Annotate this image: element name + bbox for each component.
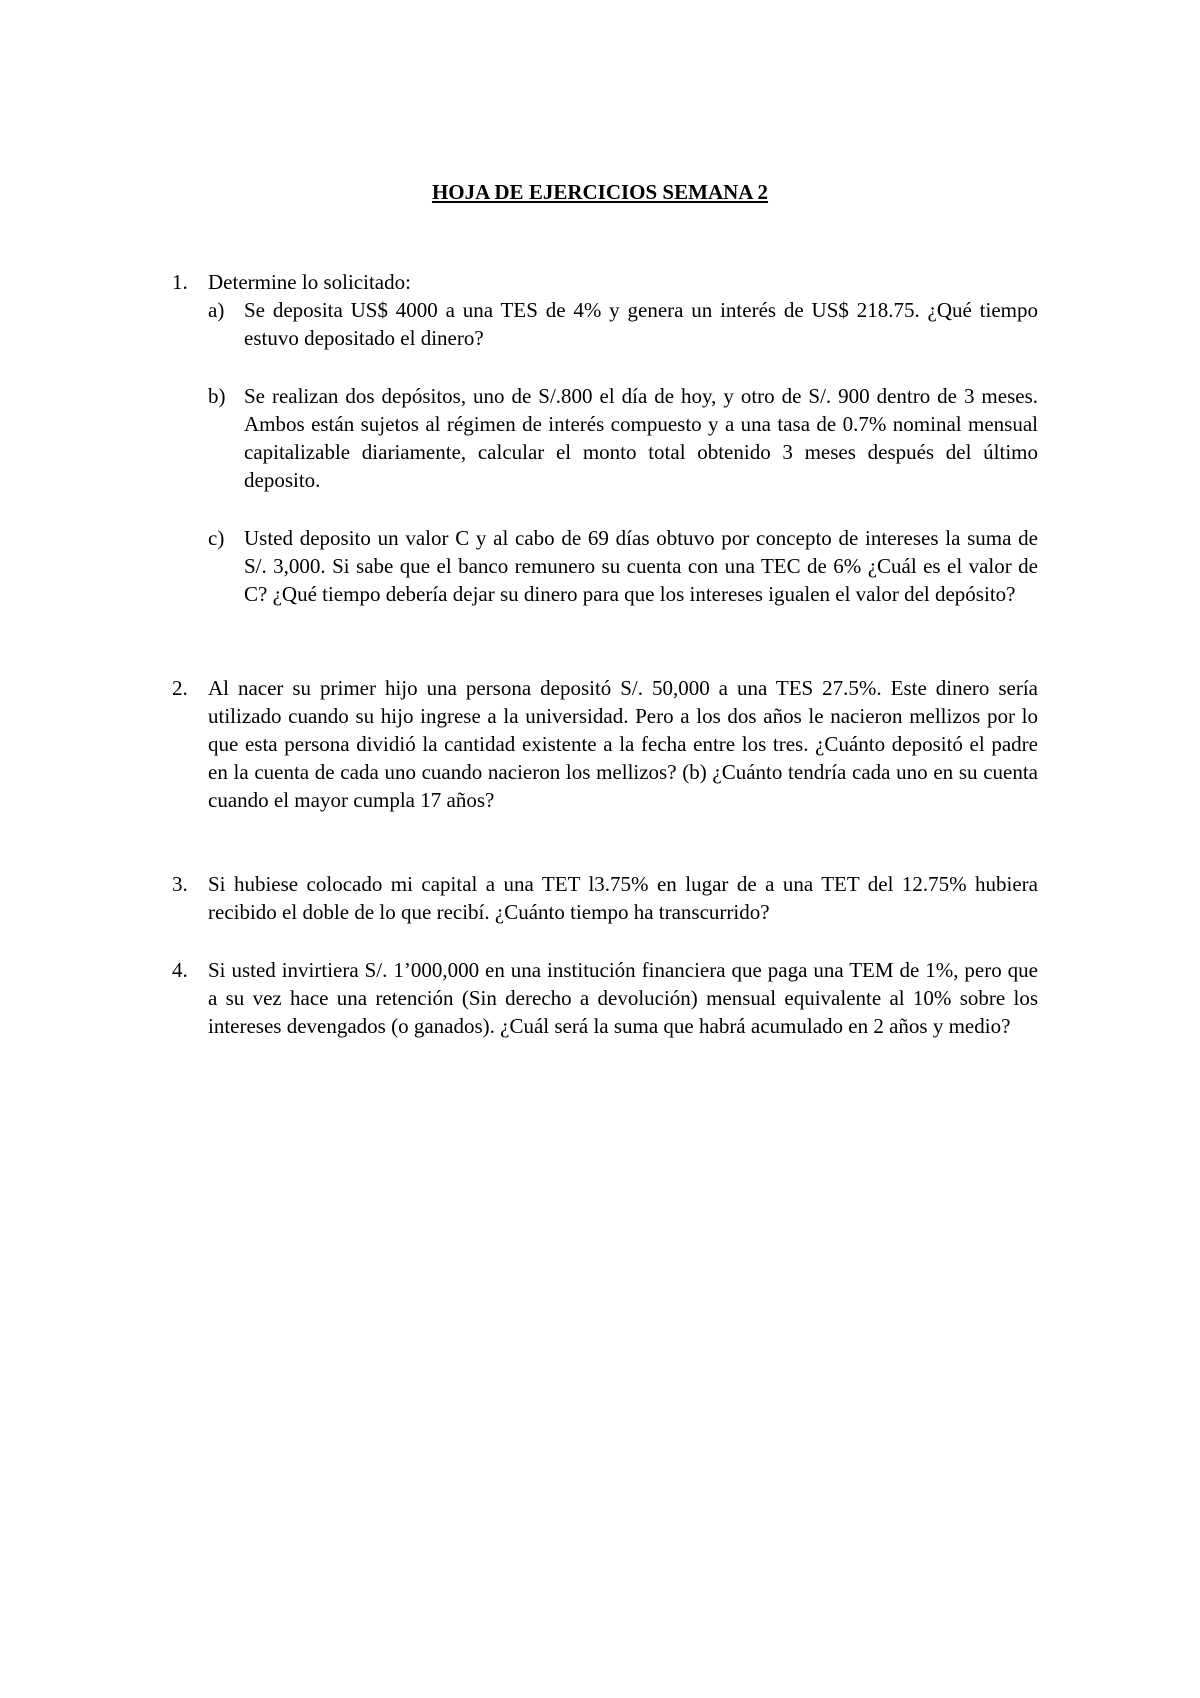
exercise-number: 4. — [172, 958, 188, 982]
exercise-text: Al nacer su primer hijo una persona depositó S/. 50,000 a una TES 27.5%. Este dinero sería utilizado cuando su hijo ingrese a la universidad. Pero a los dos años le nacieron mellizos por lo que esta persona dividió la cantidad existente a la fecha entre los tres. ¿Cuánto depositó el padre en la cuenta de cada uno cuando nacieron los mellizos? (b) ¿Cuánto tendría cada uno en su cuenta cuando el mayor cumpla 17 años? — [208, 676, 1038, 812]
page-title: HOJA DE EJERCICIOS SEMANA 2 — [431, 180, 769, 204]
part-label: a) — [208, 298, 225, 322]
exercise-number: 1. — [172, 270, 188, 294]
exercise-number: 3. — [172, 872, 188, 896]
exercise-text: Determine lo solicitado: — [208, 270, 411, 294]
exercise-number: 2. — [172, 676, 188, 700]
part-text: Se realizan dos depósitos, uno de S/.800 el día de hoy, y otro de S/. 900 dentro de 3 meses. Ambos están sujetos al régimen de interés compuesto y a una tasa de 0.7% nominal mensual capitalizable diariamente, calcular el monto total obtenido 3 meses después del último deposito. — [244, 384, 1038, 492]
exercise-text: Si hubiese colocado mi capital a una TET l3.75% en lugar de a una TET del 12.75% hubiera recibido el doble de lo que recibí. ¿Cuánto tiempo ha transcurrido? — [208, 872, 1038, 924]
exercise-text: Si usted invirtiera S/. 1’000,000 en una institución financiera que paga una TEM de 1%, pero que a su vez hace una retención (Sin derecho a devolución) mensual equivalente al 10% sobre los intereses devengados (o ganados). ¿Cuál será la suma que habrá acumulado en 2 años y medio? — [208, 958, 1038, 1038]
part-text: Usted deposito un valor C y al cabo de 69 días obtuvo por concepto de intereses la suma de S/. 3,000. Si sabe que el banco remunero su cuenta con una TEC de 6% ¿Cuál es el valor de C? ¿Qué tiempo debería dejar su dinero para que los intereses igualen el valor del depósito? — [244, 526, 1038, 606]
part-label: b) — [208, 384, 226, 408]
part-text: Se deposita US$ 4000 a una TES de 4% y genera un interés de US$ 218.75. ¿Qué tiempo estuvo depositado el dinero? — [244, 298, 1038, 350]
part-label: c) — [208, 526, 225, 550]
